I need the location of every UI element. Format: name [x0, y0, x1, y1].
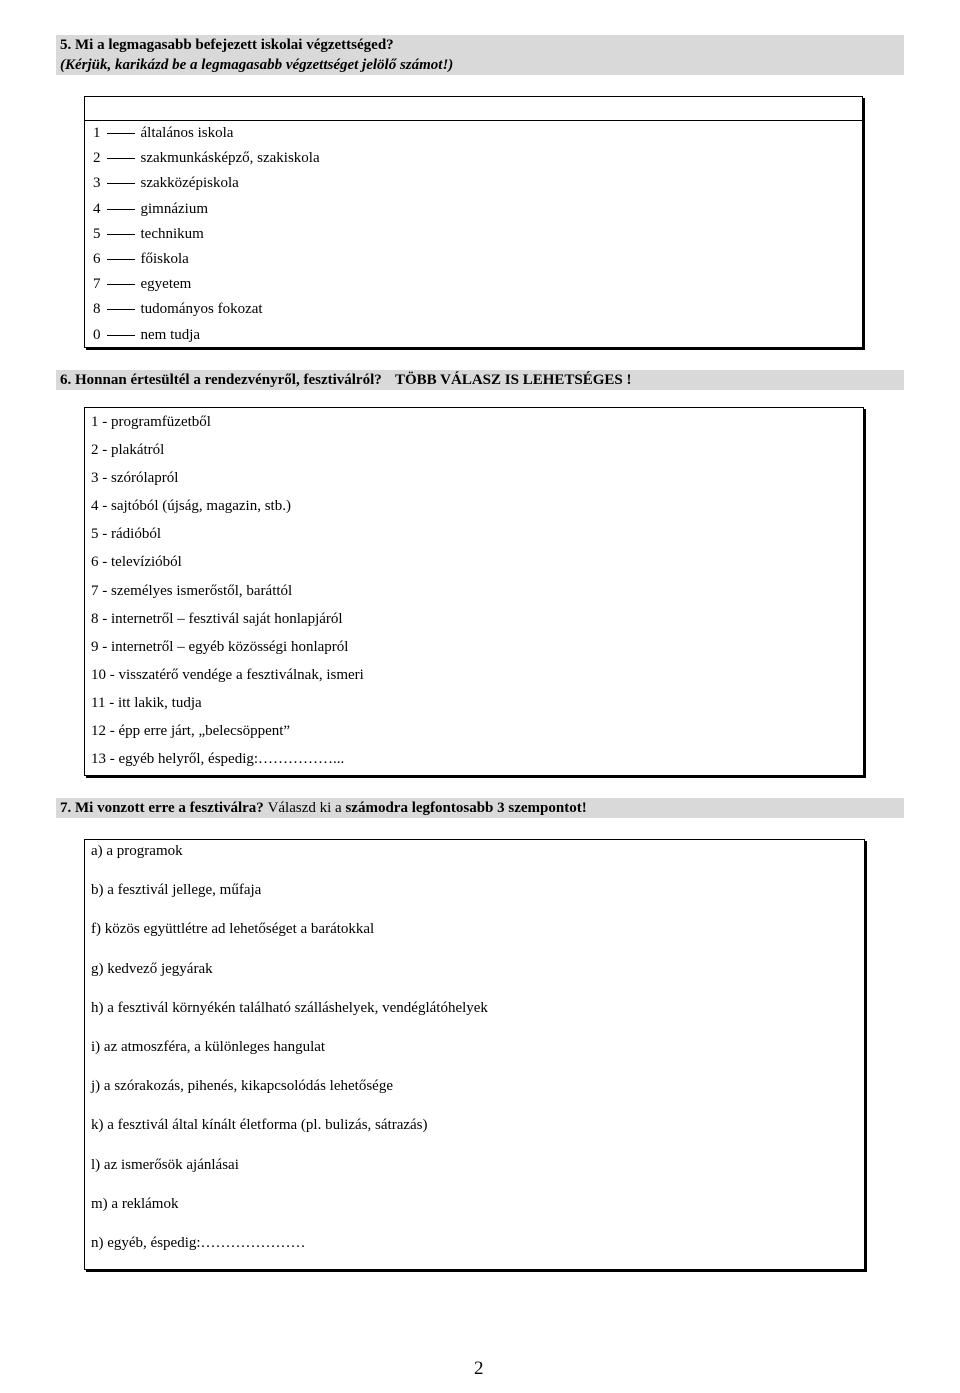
q5-option-label: egyetem	[140, 276, 192, 293]
q6-note: TÖBB VÁLASZ IS LEHETSÉGES !	[395, 372, 632, 388]
q6-option[interactable]: 9 - internetről – egyéb közösségi honlapról	[91, 638, 349, 655]
q5-option-label: általános iskola	[140, 125, 234, 141]
q6-header	[56, 370, 904, 390]
q5-option[interactable]	[93, 146, 320, 171]
q5-option[interactable]	[93, 222, 320, 247]
q7-option[interactable]: m) a reklámok	[91, 1195, 179, 1212]
q6-option[interactable]: 6 - televízióból	[91, 554, 182, 571]
q5-option-number: 3	[93, 175, 101, 192]
q5-option[interactable]	[93, 323, 320, 348]
q5-option-label: főiskola	[140, 250, 189, 267]
q5-option-dash	[107, 133, 135, 134]
q5-option-label: gimnázium	[140, 200, 208, 217]
q6-option[interactable]: 13 - egyéb helyről, éspedig:……………...	[91, 751, 345, 768]
q7-option[interactable]: h) a fesztivál környékén található szálláshelyek, vendéglátóhelyek	[91, 999, 488, 1016]
q6-option[interactable]: 5 - rádióból	[91, 526, 161, 543]
q5-option[interactable]	[93, 297, 320, 322]
q5-option-dash	[107, 209, 135, 210]
q7-option[interactable]: j) a szórakozás, pihenés, kikapcsolódás lehetősége	[91, 1078, 393, 1095]
q5-option[interactable]	[93, 247, 320, 272]
q7-option[interactable]: l) az ismerősök ajánlásai	[91, 1156, 239, 1173]
q5-subtitle: (Kérjük, karikázd be a legmagasabb végzettséget jelölő számot!)	[60, 57, 454, 73]
page-number: 2	[474, 1358, 484, 1379]
q5-option[interactable]	[93, 197, 320, 222]
q5-option-dash	[107, 158, 135, 159]
q5-option-label: szakmunkásképző, szakiskola	[140, 150, 320, 167]
q5-option-number: 6	[93, 250, 101, 267]
q5-options-list	[93, 121, 320, 348]
q5-option-number: 0	[93, 326, 101, 343]
q5-option-number: 4	[93, 200, 101, 217]
q5-header	[56, 35, 904, 75]
q5-option[interactable]	[93, 171, 320, 196]
q7-header	[56, 798, 904, 818]
q5-option-label: tudományos fokozat	[140, 301, 263, 318]
q6-option[interactable]: 10 - visszatérő vendége a fesztiválnak, ismeri	[91, 666, 364, 683]
q7-option[interactable]: i) az atmoszféra, a különleges hangulat	[91, 1038, 326, 1055]
q7-option[interactable]: g) kedvező jegyárak	[91, 960, 213, 977]
q6-option[interactable]: 8 - internetről – fesztivál saját honlapjáról	[91, 610, 343, 627]
q6-options-box	[84, 407, 864, 776]
q5-option[interactable]	[93, 272, 320, 297]
q7-option[interactable]: n) egyéb, éspedig:…………………	[91, 1234, 306, 1251]
q7-options-list	[91, 840, 488, 1271]
q5-option-label: technikum	[140, 225, 204, 242]
q6-option[interactable]: 2 - plakátról	[91, 442, 165, 459]
q7-option[interactable]: b) a fesztivál jellege, műfaja	[91, 882, 262, 899]
q6-option[interactable]: 7 - személyes ismerőstől, baráttól	[91, 582, 293, 599]
q5-option-dash	[107, 309, 135, 310]
q5-option-dash	[107, 234, 135, 235]
q5-option-number: 1	[93, 125, 101, 141]
q5-options-box	[84, 96, 863, 348]
q7-option[interactable]: a) a programok	[91, 843, 183, 859]
q5-option-number: 5	[93, 225, 101, 242]
q5-option-dash	[107, 259, 135, 260]
q7-option[interactable]: f) közös együttlétre ad lehetőséget a barátokkal	[91, 921, 375, 938]
q6-option[interactable]: 1 - programfüzetből	[91, 414, 211, 430]
q6-options-list	[91, 408, 364, 773]
q6-title: 6. Honnan értesültél a rendezvényről, fesztiválról?	[60, 372, 382, 388]
q6-option[interactable]: 4 - sajtóból (újság, magazin, stb.)	[91, 498, 291, 515]
q5-option-dash	[107, 284, 135, 285]
q5-option-label: szakközépiskola	[140, 175, 239, 192]
q5-option-number: 7	[93, 276, 101, 293]
q5-option-number: 8	[93, 301, 101, 318]
q5-title: 5. Mi a legmagasabb befejezett iskolai végzettséged?	[60, 37, 394, 53]
q6-option[interactable]: 12 - épp erre járt, „belecsöppent”	[91, 723, 291, 740]
q5-option-label: nem tudja	[140, 326, 201, 343]
q6-option[interactable]: 3 - szórólapról	[91, 470, 179, 487]
q7-options-box	[84, 839, 865, 1270]
q5-option[interactable]	[93, 121, 320, 146]
q5-option-dash	[107, 183, 135, 184]
q5-option-dash	[107, 335, 135, 336]
q7-emphasis: számodra legfontosabb 3 szempontot!	[345, 800, 587, 816]
q7-title: 7. Mi vonzott erre a fesztiválra?	[60, 800, 264, 816]
q5-option-number: 2	[93, 150, 101, 167]
q7-option[interactable]: k) a fesztivál által kínált életforma (pl. bulizás, sátrazás)	[91, 1117, 428, 1134]
q7-middle: Válaszd ki a	[267, 800, 342, 816]
q6-option[interactable]: 11 - itt lakik, tudja	[91, 694, 202, 711]
